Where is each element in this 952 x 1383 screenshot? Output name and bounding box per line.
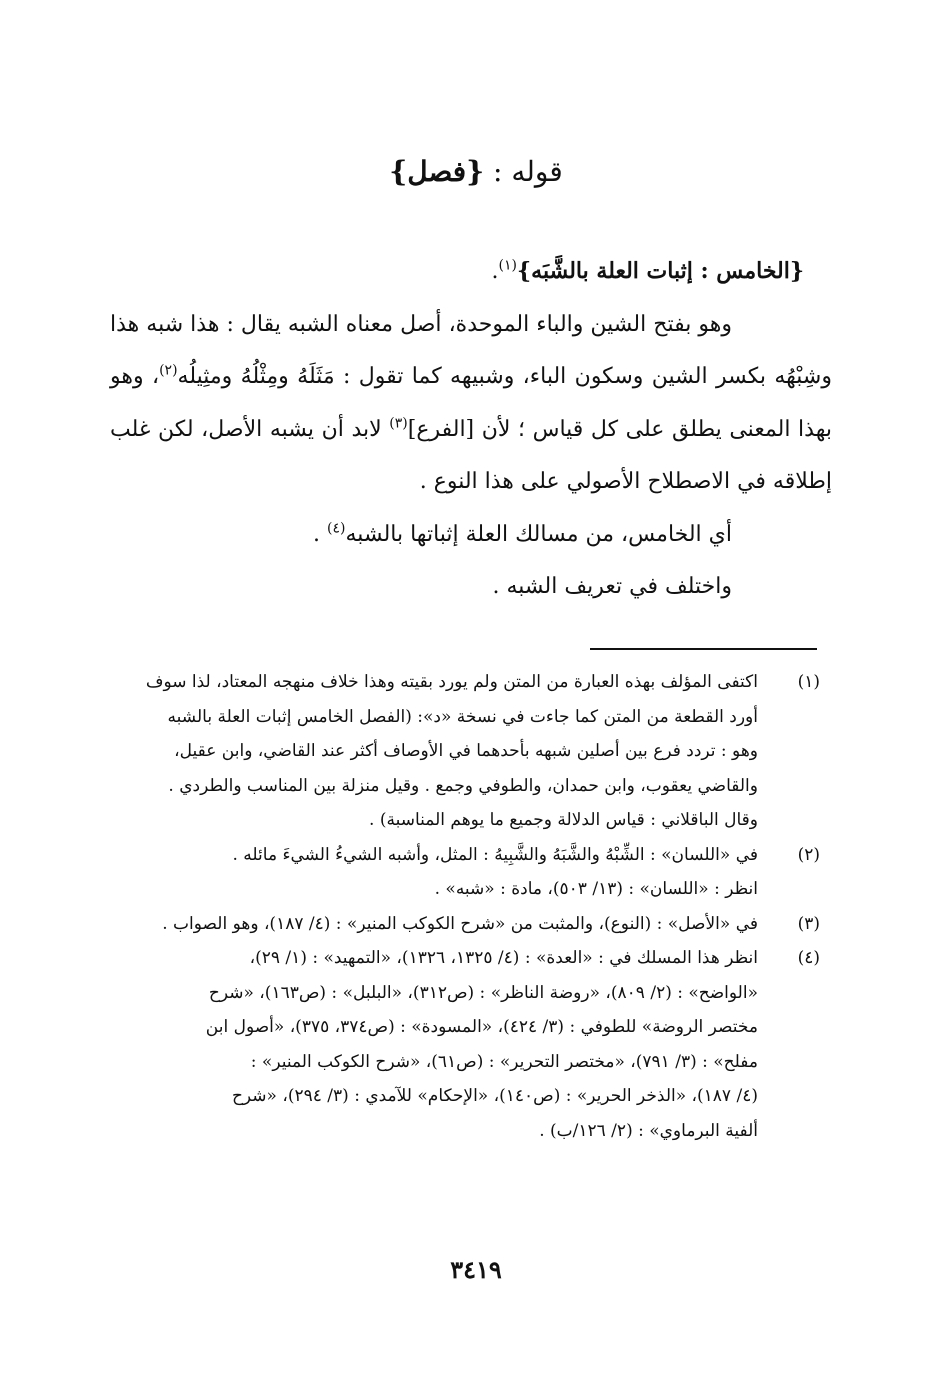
footnotes bbox=[104, 665, 820, 1148]
footnote-line: «الواضح» : (٢/ ٨٠٩)، «روضة الناظر» : (ص٣١٢)، «البلبل» : (ص١٦٣)، «شرح bbox=[208, 982, 758, 1003]
footnote-ref-4: (٤) bbox=[327, 520, 346, 537]
footnote-line: أورد القطعة من المتن كما جاءت في نسخة «د»: (الفصل الخامس إثبات العلة بالشبه bbox=[167, 706, 758, 727]
footnote-2 bbox=[104, 838, 820, 907]
footnote-number: (٤) bbox=[797, 948, 820, 968]
footnote-line: مفلح» : (٣/ ٧٩١)، «مختصر التحرير» : (ص٦١)، «شرح الكوكب المنير» : bbox=[250, 1051, 758, 1072]
paragraph-3: واختلف في تعريف الشبه . bbox=[492, 574, 732, 599]
footnote-line: انظر هذا المسلك في : «العدة» : (٤/ ١٣٢٥، ١٣٢٦)، «التمهيد» : (١/ ٢٩)، bbox=[249, 948, 758, 968]
footnote-4 bbox=[104, 941, 820, 1148]
footnote-line: اكتفى المؤلف بهذه العبارة من المتن ولم يورد بقيته وهذا خلاف منهجه المعتاد، لذا سوف bbox=[145, 672, 758, 692]
paragraph-2 bbox=[110, 509, 832, 562]
footnote-separator bbox=[590, 648, 817, 650]
main-text bbox=[110, 245, 832, 614]
heading-prefix: قوله : bbox=[493, 155, 563, 188]
footnote-ref-1: (١) bbox=[498, 257, 517, 274]
paragraph-1-end: لابد أن يشبه الأصل، لكن غلب إطلاقه في الاصطلاح الأصولي على هذا النوع . bbox=[110, 416, 832, 494]
paragraph-1 bbox=[110, 299, 832, 509]
paragraph-1-mid: ، وهو بهذا المعنى يطلق على كل قياس ؛ لأن [الفرع] bbox=[110, 364, 832, 442]
title-end: . bbox=[491, 259, 499, 284]
section-heading bbox=[0, 142, 952, 202]
footnote-line: في «اللسان» : الشِّبْهُ والشَّبَهُ والشَّبِيهُ : المثل، وأشبه الشيءُ الشيءَ مائله . bbox=[232, 844, 758, 865]
footnote-number: (٣) bbox=[797, 913, 820, 934]
paragraph-2-end: . bbox=[313, 521, 328, 547]
paragraph-2-text: أي الخامس، من مسالك العلة إثباتها بالشبه bbox=[345, 521, 732, 547]
chapter-title-line bbox=[110, 245, 832, 299]
footnote-line: والقاضي يعقوب، وابن حمدان، والطوفي وجمع . وقيل منزلة بين المناسب والطردي . bbox=[168, 775, 758, 796]
footnote-line: ألفية البرماوي» : (٢/ ١٢٦/ب) . bbox=[539, 1120, 758, 1141]
heading-title: {فصل} bbox=[389, 155, 485, 188]
paragraph-1-text: وهو بفتح الشين والباء الموحدة، أصل معناه الشبه يقال : هذا شبه هذا وشِبْهُه بكسر الشين وسكون الباء، وشبيهه كما تقول : مَثَلَهُ ومِثْلُهُ ومثِيلُه bbox=[110, 311, 832, 389]
footnote-line: وقال الباقلاني : قياس الدلالة وجميع ما يوهم المناسبة) . bbox=[369, 810, 758, 830]
footnote-1 bbox=[104, 665, 820, 838]
footnote-ref-3: (٣) bbox=[389, 415, 408, 432]
footnote-number: (٢) bbox=[797, 844, 820, 865]
footnote-line: في «الأصل» : (النوع)، والمثبت من «شرح الكوكب المنير» : (٤/ ١٨٧)، وهو الصواب . bbox=[162, 913, 758, 934]
footnote-line: مختصر الروضة» للطوفي : (٣/ ٤٢٤)، «المسودة» : (ص٣٧٤، ٣٧٥)، «أصول ابن bbox=[205, 1017, 758, 1037]
footnote-3 bbox=[104, 907, 820, 942]
page-number: ٣٤١٩ bbox=[450, 1255, 502, 1284]
footnote-line: (٤/ ١٨٧)، «الذخر الحرير» : (ص١٤٠)، «الإحكام» للآمدي : (٣/ ٢٩٤)، «شرح bbox=[231, 1086, 758, 1106]
footnote-ref-2: (٢) bbox=[159, 362, 178, 379]
footnote-line: وهو : تردد فرع بين أصلين شبهه بأحدهما في الأوصاف أكثر عند القاضي، وابن عقيل، bbox=[174, 741, 758, 761]
footnote-number: (١) bbox=[797, 672, 820, 692]
footnote-line: انظر : «اللسان» : (١٣/ ٥٠٣)، مادة : «شبه» . bbox=[434, 879, 758, 899]
chapter-title: {الخامس : إثبات العلة بالشَّبَه} bbox=[517, 258, 804, 284]
